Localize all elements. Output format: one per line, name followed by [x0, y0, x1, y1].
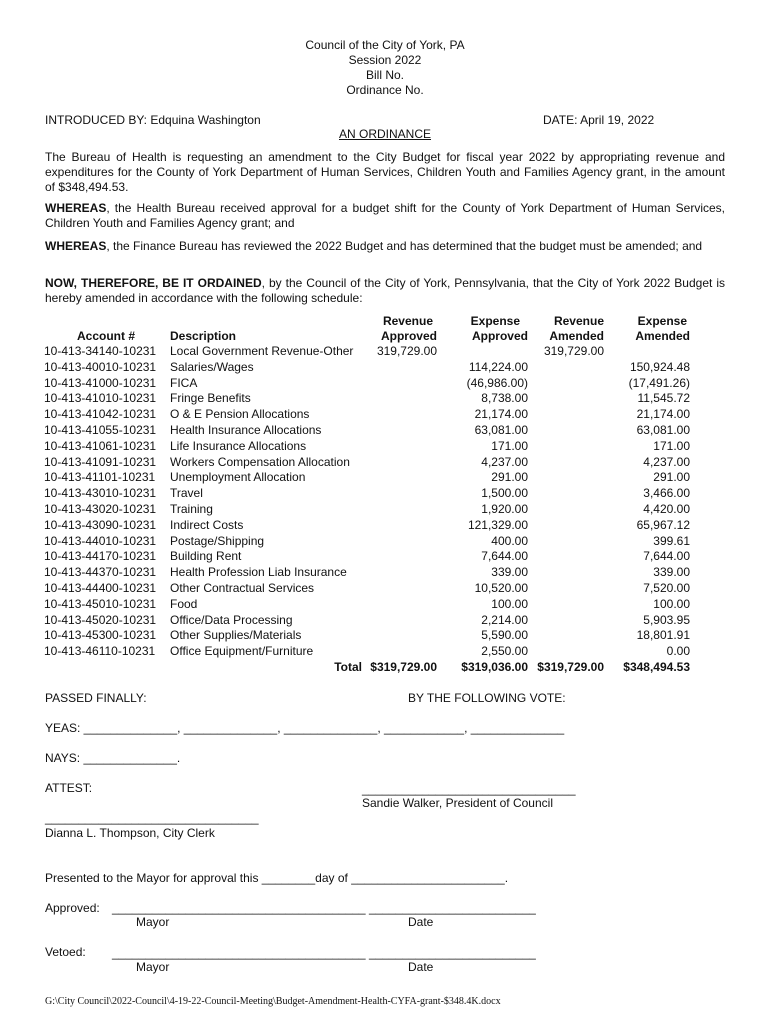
expense-approved-cell: 400.00: [491, 533, 528, 548]
total-expense-amended: $348,494.53: [623, 659, 690, 674]
expense-approved-cell: 21,174.00: [474, 407, 528, 422]
total-expense-approved: $319,036.00: [461, 659, 528, 674]
revenue-amended-cell: [528, 455, 604, 471]
description-cell: Other Supplies/Materials: [170, 628, 302, 643]
description-cell: Workers Compensation Allocation: [170, 454, 350, 469]
expense-approved-cell: 2,550.00: [481, 644, 528, 659]
table-row: [44, 644, 690, 660]
description-cell: Building Rent: [170, 549, 242, 564]
table-row: [44, 376, 690, 392]
approved-date-label: Date: [408, 915, 434, 929]
expense-amended-cell: 5,903.95: [643, 612, 690, 627]
table-row: [44, 344, 690, 360]
revenue-approved-cell: [370, 549, 437, 565]
revenue-approved-cell: [370, 407, 437, 423]
table-row: [44, 518, 690, 534]
total-revenue-amended: $319,729.00: [537, 659, 604, 674]
account-cell: 10-413-41101-10231: [44, 470, 156, 485]
expense-approved-cell: 339.00: [491, 565, 528, 580]
description-cell: Local Government Revenue-Other: [170, 344, 354, 358]
revenue-approved-cell: [370, 518, 437, 534]
account-cell: 10-413-40010-10231: [44, 359, 157, 374]
description-header: Description: [170, 329, 237, 343]
revenue-approved-cell: [370, 391, 437, 407]
account-cell: 10-413-41061-10231: [44, 438, 157, 453]
clerk-name: Dianna L. Thompson, City Clerk: [45, 826, 215, 840]
vetoed-signature-lines: ______________________________________ _________________________: [112, 946, 536, 960]
revenue-amended-cell: [528, 470, 604, 486]
header-line: Approved: [380, 329, 437, 343]
expense-amended-cell: (17,491.26): [628, 375, 690, 390]
revenue-amended-cell: [528, 407, 604, 423]
approved-label: Approved:: [45, 901, 100, 915]
introduced-by: INTRODUCED BY: Edquina Washington: [45, 113, 261, 127]
expense-approved-header: [437, 314, 528, 344]
account-cell: 10-413-45020-10231: [44, 612, 157, 627]
revenue-amended-cell: [528, 391, 604, 407]
account-cell: 10-413-43020-10231: [44, 501, 157, 516]
revenue-amended-cell: [528, 502, 604, 518]
revenue-approved-cell: [370, 470, 437, 486]
whereas-lead: WHEREAS: [45, 239, 107, 253]
account-cell: 10-413-41042-10231: [44, 407, 157, 422]
table-row: [44, 565, 690, 581]
description-cell: Unemployment Allocation: [170, 470, 306, 485]
approved-mayor-label: Mayor: [136, 915, 170, 929]
revenue-amended-cell: [528, 597, 604, 613]
revenue-approved-cell: [370, 534, 437, 550]
account-cell: 10-413-44010-10231: [44, 533, 157, 548]
whereas-text: , the Finance Bureau has reviewed the 2022 Budget and has determined that the budget must be amended; and: [106, 239, 703, 253]
description-cell: Life Insurance Allocations: [170, 438, 307, 453]
revenue-amended-cell: [528, 581, 604, 597]
revenue-approved-header: [370, 314, 437, 344]
presented-to-mayor: Presented to the Mayor for approval this ________day of _______________________.: [45, 871, 509, 885]
table-row: [44, 391, 690, 407]
header-line: Expense: [637, 314, 687, 328]
vetoed-label: Vetoed:: [45, 945, 86, 959]
expense-approved-cell: 2,214.00: [481, 612, 528, 627]
account-cell: 10-413-46110-10231: [44, 644, 156, 659]
revenue-amended-cell: [528, 549, 604, 565]
table-row: [44, 502, 690, 518]
expense-amended-cell: 291.00: [653, 470, 690, 485]
revenue-approved-cell: [370, 597, 437, 613]
expense-amended-cell: 339.00: [653, 565, 690, 580]
expense-amended-cell: 3,466.00: [643, 486, 690, 501]
expense-amended-cell: 7,520.00: [643, 580, 690, 595]
revenue-approved-cell: [370, 439, 437, 455]
expense-amended-cell: 65,967.12: [636, 517, 690, 532]
expense-approved-cell: 10,520.00: [474, 580, 528, 595]
description-cell: FICA: [170, 375, 198, 390]
revenue-approved-cell: [370, 455, 437, 471]
passed-finally-label: PASSED FINALLY:: [45, 691, 147, 705]
revenue-approved-cell: [370, 644, 437, 660]
account-cell: 10-413-43090-10231: [44, 517, 157, 532]
president-name: Sandie Walker, President of Council: [362, 796, 553, 810]
description-cell: Health Insurance Allocations: [170, 422, 322, 437]
whereas-text: , the Health Bureau received approval for a budget shift for the County of York Department of Human Services, Children Youth and Families Agency grant; and: [45, 201, 725, 230]
president-signature-line: ________________________________: [362, 782, 576, 796]
expense-amended-cell: 7,644.00: [643, 549, 690, 564]
whereas-lead: WHEREAS: [45, 201, 107, 215]
expense-amended-cell: 171.00: [653, 438, 690, 453]
revenue-amended-cell: [528, 534, 604, 550]
bill-number-heading: Bill No.: [365, 68, 404, 82]
description-cell: Indirect Costs: [170, 517, 244, 532]
revenue-amended-cell: [528, 423, 604, 439]
account-cell: 10-413-44170-10231: [44, 549, 157, 564]
description-cell: Food: [170, 596, 198, 611]
file-path-footer: G:\City Council\2022-Council\4-19-22-Council-Meeting\Budget-Amendment-Health-CYFA-grant-$348.4K.docx: [45, 996, 501, 1007]
expense-approved-cell: 114,224.00: [468, 359, 528, 374]
account-cell: 10-413-34140-10231: [44, 344, 157, 358]
intro-paragraph: The Bureau of Health is requesting an amendment to the City Budget for fiscal year 2022 by appropriating revenue and expenditures for the County of York Department of Human Services, Children Youth and Families Agency grant, in the amount of $348,494.53.: [45, 150, 725, 194]
revenue-approved-cell: [370, 502, 437, 518]
table-row: [44, 360, 690, 376]
header-line: Expense: [470, 314, 520, 328]
ordinance-title: AN ORDINANCE: [338, 127, 431, 141]
expense-approved-cell: 5,590.00: [481, 628, 528, 643]
description-cell: O & E Pension Allocations: [170, 407, 310, 422]
yeas-line: YEAS: ______________, ______________, ______________, ____________, ______________: [45, 721, 565, 735]
expense-approved-cell: (46,986.00): [466, 375, 528, 390]
ordained-paragraph: [45, 276, 725, 306]
revenue-amended-cell: [528, 486, 604, 502]
expense-approved-cell: 1,500.00: [481, 486, 528, 501]
description-cell: Office/Data Processing: [170, 612, 293, 627]
table-row: [44, 470, 690, 486]
account-cell: 10-413-43010-10231: [44, 486, 157, 501]
account-cell: 10-413-41055-10231: [44, 422, 157, 437]
table-row: [44, 581, 690, 597]
table-row: [44, 597, 690, 613]
revenue-approved-cell: 319,729.00: [376, 344, 437, 358]
total-revenue-approved: $319,729.00: [370, 659, 437, 674]
expense-amended-cell: 150,924.48: [629, 359, 690, 374]
account-cell: 10-413-41000-10231: [44, 375, 157, 390]
header-line: Revenue: [553, 314, 604, 328]
revenue-amended-cell: [528, 565, 604, 581]
revenue-amended-cell: [528, 376, 604, 392]
table-header-row: [44, 314, 690, 344]
expense-approved-cell: 4,237.00: [481, 454, 528, 469]
revenue-approved-cell: [370, 360, 437, 376]
expense-approved-cell: 121,329.00: [467, 517, 528, 532]
account-cell: 10-413-41091-10231: [44, 454, 157, 469]
description-cell: Training: [170, 501, 213, 516]
table-row: [44, 439, 690, 455]
header-line: Amended: [635, 329, 690, 343]
description-cell: Postage/Shipping: [170, 533, 265, 548]
account-cell: 10-413-44400-10231: [44, 580, 157, 595]
expense-amended-header: [604, 314, 690, 344]
council-heading: Council of the City of York, PA: [305, 38, 465, 52]
description-cell: Health Profession Liab Insurance: [170, 565, 347, 580]
vetoed-mayor-label: Mayor: [136, 960, 170, 974]
budget-schedule-table: [44, 314, 690, 676]
expense-approved-cell: 171.00: [491, 438, 528, 453]
revenue-approved-cell: [370, 565, 437, 581]
expense-amended-cell: 100.00: [653, 596, 690, 611]
clerk-signature-line: ________________________________: [45, 811, 259, 825]
document-date: DATE: April 19, 2022: [543, 113, 655, 127]
expense-amended-cell: 4,237.00: [643, 454, 690, 469]
revenue-approved-cell: [370, 376, 437, 392]
revenue-amended-cell: 319,729.00: [543, 344, 604, 358]
table-row: [44, 549, 690, 565]
ordained-text: , by the Council of the City of York, Pennsylvania, that the City of York 2022 Budget is hereby amended in accordance with the following schedule:: [45, 276, 725, 305]
table-row: [44, 486, 690, 502]
expense-amended-cell: 11,545.72: [637, 391, 690, 406]
expense-amended-cell: 399.61: [653, 533, 690, 548]
expense-approved-cell: 100.00: [491, 596, 528, 611]
revenue-approved-cell: [370, 486, 437, 502]
revenue-amended-cell: [528, 628, 604, 644]
total-spacer: [44, 660, 168, 676]
revenue-approved-cell: [370, 628, 437, 644]
by-vote-label: BY THE FOLLOWING VOTE:: [408, 691, 566, 705]
expense-approved-cell: 8,738.00: [481, 391, 528, 406]
revenue-amended-cell: [528, 360, 604, 376]
account-header: Account #: [76, 329, 135, 343]
account-cell: 10-413-45300-10231: [44, 628, 157, 643]
revenue-approved-cell: [370, 423, 437, 439]
revenue-amended-cell: [528, 439, 604, 455]
table-row: [44, 455, 690, 471]
table-row: [44, 613, 690, 629]
account-cell: 10-413-44370-10231: [44, 565, 157, 580]
expense-approved-cell: 291.00: [491, 470, 528, 485]
expense-amended-cell: 63,081.00: [636, 422, 690, 437]
expense-amended-cell: 0.00: [666, 644, 690, 659]
ordained-lead: NOW, THEREFORE, BE IT ORDAINED: [45, 276, 262, 290]
description-cell: Salaries/Wages: [170, 359, 254, 374]
table-row: [44, 423, 690, 439]
total-row: [44, 660, 690, 676]
description-cell: Office Equipment/Furniture: [170, 644, 314, 659]
whereas-paragraph-2: [45, 239, 725, 254]
revenue-amended-cell: [528, 613, 604, 629]
account-cell: 10-413-41010-10231: [44, 391, 157, 406]
expense-amended-cell: [604, 344, 690, 360]
expense-approved-cell: [437, 344, 528, 360]
table-row: [44, 628, 690, 644]
schedule-body: [44, 344, 690, 660]
session-heading: Session 2022: [348, 53, 422, 67]
table-row: [44, 534, 690, 550]
revenue-amended-header: [528, 314, 604, 344]
revenue-amended-cell: [528, 518, 604, 534]
expense-approved-cell: 7,644.00: [481, 549, 528, 564]
description-cell: Other Contractual Services: [170, 580, 315, 595]
header-line: Amended: [549, 329, 604, 343]
account-cell: 10-413-45010-10231: [44, 596, 157, 611]
revenue-amended-cell: [528, 644, 604, 660]
revenue-approved-cell: [370, 581, 437, 597]
attest-label: ATTEST:: [45, 781, 93, 795]
revenue-approved-cell: [370, 613, 437, 629]
whereas-paragraph-1: [45, 201, 725, 231]
expense-amended-cell: 4,420.00: [643, 501, 690, 516]
description-cell: Travel: [170, 486, 203, 501]
ordinance-number-heading: Ordinance No.: [346, 83, 424, 97]
total-label: Total: [334, 659, 362, 674]
expense-approved-cell: 63,081.00: [474, 422, 528, 437]
header-line: Revenue: [382, 314, 433, 328]
header-line: Approved: [471, 329, 528, 343]
expense-amended-cell: 21,174.00: [636, 407, 690, 422]
vetoed-date-label: Date: [408, 960, 434, 974]
expense-amended-cell: 18,801.91: [636, 628, 690, 643]
nays-line: NAYS: ______________.: [45, 751, 181, 765]
approved-signature-lines: ______________________________________ _________________________: [112, 901, 536, 915]
expense-approved-cell: 1,920.00: [481, 501, 528, 516]
table-row: [44, 407, 690, 423]
description-cell: Fringe Benefits: [170, 391, 251, 406]
